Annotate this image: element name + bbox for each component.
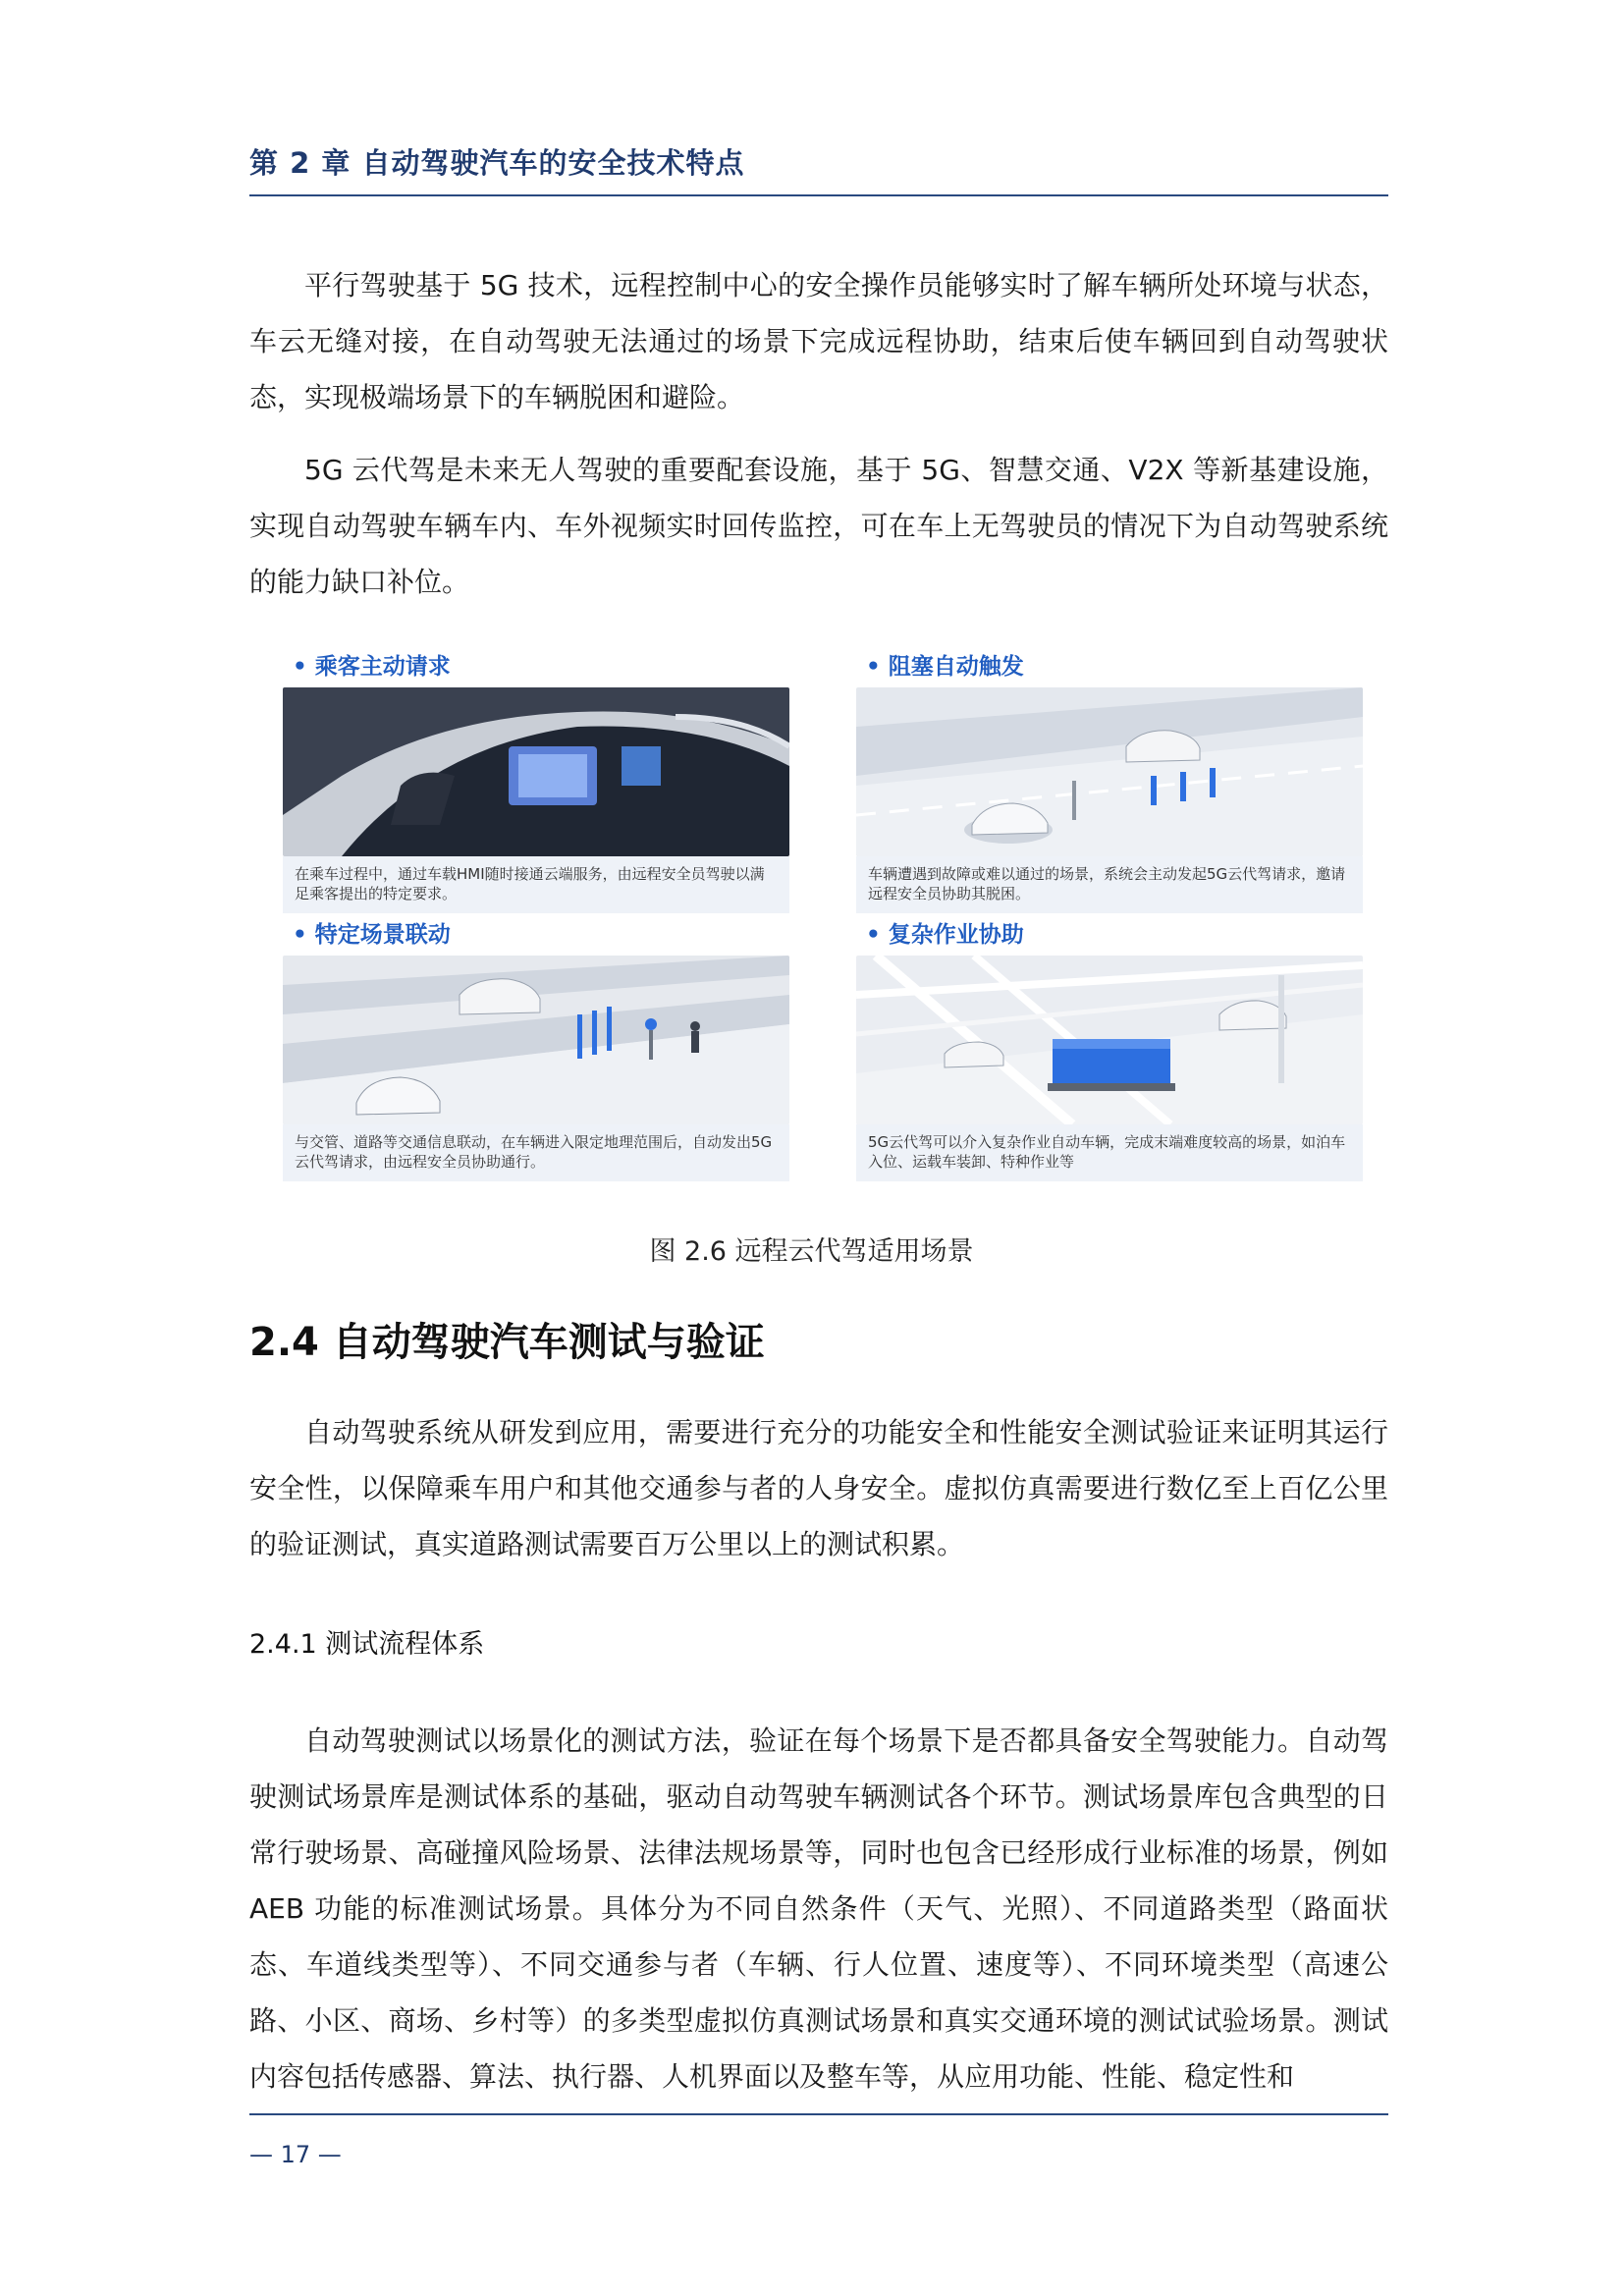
panel-scenario-linkage [283,916,789,1186]
subsection-title: 2.4.1 测试流程体系 [249,1629,485,1660]
paragraph-5g-cloud-driving: 5G 云代驾是未来无人驾驶的重要配套设施，基于 5G、智慧交通、V2X 等新基建设施，实现自动驾驶车辆车内、车外视频实时回传监控，可在车上无驾驶员的情况下为自动驾驶系统的能力缺口补位。 [249,454,1388,598]
panel-blockage-trigger [856,648,1363,918]
panel-label: • 阻塞自动触发 [866,654,1024,680]
panel-complex-operation [856,916,1363,1186]
paragraph-testing-intro: 自动驾驶系统从研发到应用，需要进行充分的功能安全和性能安全测试验证来证明其运行安全性，以保障乘车用户和其他交通参与者的人身安全。虚拟仿真需要进行数亿至上百亿公里的验证测试，真实道路测试需要百万公里以上的测试积累。 [249,1416,1388,1560]
figure-remote-driving-scenarios [283,648,1363,1183]
panel-caption: 车辆遭遇到故障或难以通过的场景，系统会主动发起5G云代驾请求，邀请远程安全员协助其脱困。 [856,856,1363,913]
panel-caption: 在乘车过程中，通过车载HMI随时接通云端服务，由远程安全员驾驶以满足乘客提出的特定要求。 [283,856,789,913]
road-blockage-image [856,687,1363,856]
paragraph-testing-process: 自动驾驶测试以场景化的测试方法，验证在每个场景下是否都具备安全驾驶能力。自动驾驶测试场景库是测试体系的基础，驱动自动驾驶车辆测试各个环节。测试场景库包含典型的日常行驶场景、高碰撞风险场景、法律法规场景等，同时也包含已经形成行业标准的场景，例如 AEB 功能的标准测试场景。具体分为不同自然条件（天气、光照）、不同道路类型（路面状态、车道线类型等）、不同交通参与者（车辆、行人位置、速度等）、不同环境类型（高速公路、小区、商场、乡村等）的多类型虚拟仿真测试场景和真实交通环境的测试试验场景。测试内容包括传感器、算法、执行器、人机界面以及整车等，从应用功能、性能、稳定性和 [249,1724,1388,2093]
paragraph-parallel-driving: 平行驾驶基于 5G 技术，远程控制中心的安全操作员能够实时了解车辆所处环境与状态，车云无缝对接，在自动驾驶无法通过的场景下完成远程协助，结束后使车辆回到自动驾驶状态，实现极端场景下的车辆脱困和避险。 [249,269,1388,413]
panel-label: • 复杂作业协助 [866,922,1024,948]
page-number: — 17 — [249,2141,342,2168]
panel-label: • 乘客主动请求 [293,654,451,680]
figure-caption: 图 2.6 远程云代驾适用场景 [649,1236,974,1267]
panel-caption: 与交管、道路等交通信息联动，在车辆进入限定地理范围后，自动发出5G云代驾请求，由远程安全员协助通行。 [283,1124,789,1181]
footer-divider [249,2113,1388,2115]
panel-caption: 5G云代驾可以介入复杂作业自动车辆，完成末端难度较高的场景，如泊车入位、运载车装卸、特种作业等 [856,1124,1363,1181]
chapter-header-title: 第 2 章 自动驾驶汽车的安全技术特点 [249,146,745,180]
header-divider [249,194,1388,196]
scenario-linkage-image [283,956,789,1124]
car-interior-image [283,687,789,856]
section-title: 2.4 自动驾驶汽车测试与验证 [249,1320,765,1365]
panel-passenger-request [283,648,789,918]
panel-label: • 特定场景联动 [293,922,451,948]
port-operation-image [856,956,1363,1124]
